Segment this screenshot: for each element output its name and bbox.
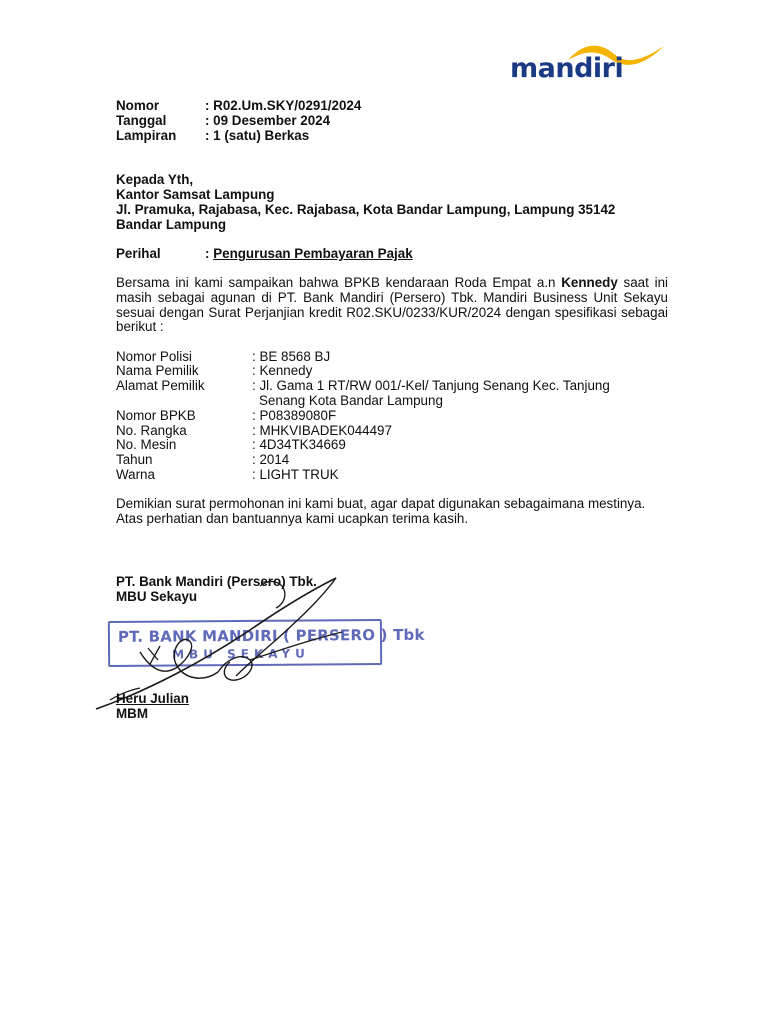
recipient-address: Jl. Pramuka, Rajabasa, Kec. Rajabasa, Kota Bandar Lampung, Lampung 35142: [116, 202, 616, 217]
spec-label: Warna: [116, 467, 155, 482]
spec-label: Nomor BPKB: [116, 408, 196, 423]
nomor-label: Nomor: [116, 98, 160, 113]
spec-label: No. Mesin: [116, 437, 177, 452]
spec-value: : 2014: [252, 452, 290, 467]
spec-value: : MHKVIBADEK044497: [252, 423, 392, 438]
spec-value: : Jl. Gama 1 RT/RW 001/-Kel/ Tanjung Senang Kec. Tanjung: [252, 378, 610, 393]
signature-company: PT. Bank Mandiri (Persero) Tbk.: [116, 574, 317, 589]
spec-value: : 4D34TK34669: [252, 437, 346, 452]
intro-name: Kennedy: [561, 275, 618, 290]
recipient-city: Bandar Lampung: [116, 217, 227, 232]
closing-line-1: Demikian surat permohonan ini kami buat, agar dapat digunakan sebagaimana mestinya.: [116, 496, 646, 511]
subject-colon: :: [205, 246, 214, 261]
subject-label: Perihal: [116, 246, 161, 261]
spec-value: : LIGHT TRUK: [252, 467, 339, 482]
spec-value-continued: Senang Kota Bandar Lampung: [259, 393, 443, 408]
stamp-line-2: MBU SEKAYU: [172, 646, 310, 662]
tanggal-value: : 09 Desember 2024: [205, 113, 331, 128]
intro-after: saat ini masih sebagai agunan di PT. Bank Mandiri (Persero) Tbk. Mandiri Business Unit Sekayu sesuai dengan Surat Perjanjian kredit R02.SKU/0233/KUR/2024 dengan spesifikasi sebagai berikut :: [116, 275, 668, 335]
stamp-line-1: PT. BANK MANDIRI ( PERSERO ) Tbk: [117, 625, 425, 646]
spec-label: Tahun: [116, 452, 153, 467]
company-stamp: [108, 619, 425, 667]
intro-before: Bersama ini kami sampaikan bahwa BPKB kendaraan Roda Empat a.n: [116, 275, 562, 290]
intro-paragraph: [116, 276, 668, 335]
spec-label: No. Rangka: [116, 423, 187, 438]
lampiran-label: Lampiran: [116, 128, 177, 143]
spec-value: : Kennedy: [252, 363, 313, 378]
closing-line-2: Atas perhatian dan bantuannya kami ucapkan terima kasih.: [116, 511, 469, 526]
logo-brand-text: mandiri: [510, 53, 624, 84]
signer-title: MBM: [116, 706, 148, 721]
recipient-office: Kantor Samsat Lampung: [116, 187, 275, 202]
subject-value: Pengurusan Pembayaran Pajak: [213, 246, 413, 261]
spec-label: Nama Pemilik: [116, 363, 199, 378]
spec-label: Alamat Pemilik: [116, 378, 205, 393]
signature-unit: MBU Sekayu: [116, 589, 198, 604]
recipient-greeting: Kepada Yth,: [116, 172, 194, 187]
spec-value: : BE 8568 BJ: [252, 349, 331, 364]
spec-label: Nomor Polisi: [116, 349, 192, 364]
tanggal-label: Tanggal: [116, 113, 167, 128]
nomor-value: : R02.Um.SKY/0291/2024: [205, 98, 362, 113]
signer-name: Heru Julian: [116, 691, 189, 706]
subject-line: [205, 247, 413, 262]
lampiran-value: : 1 (satu) Berkas: [205, 128, 310, 143]
spec-value: : P08389080F: [252, 408, 337, 423]
mandiri-logo: [510, 40, 666, 90]
